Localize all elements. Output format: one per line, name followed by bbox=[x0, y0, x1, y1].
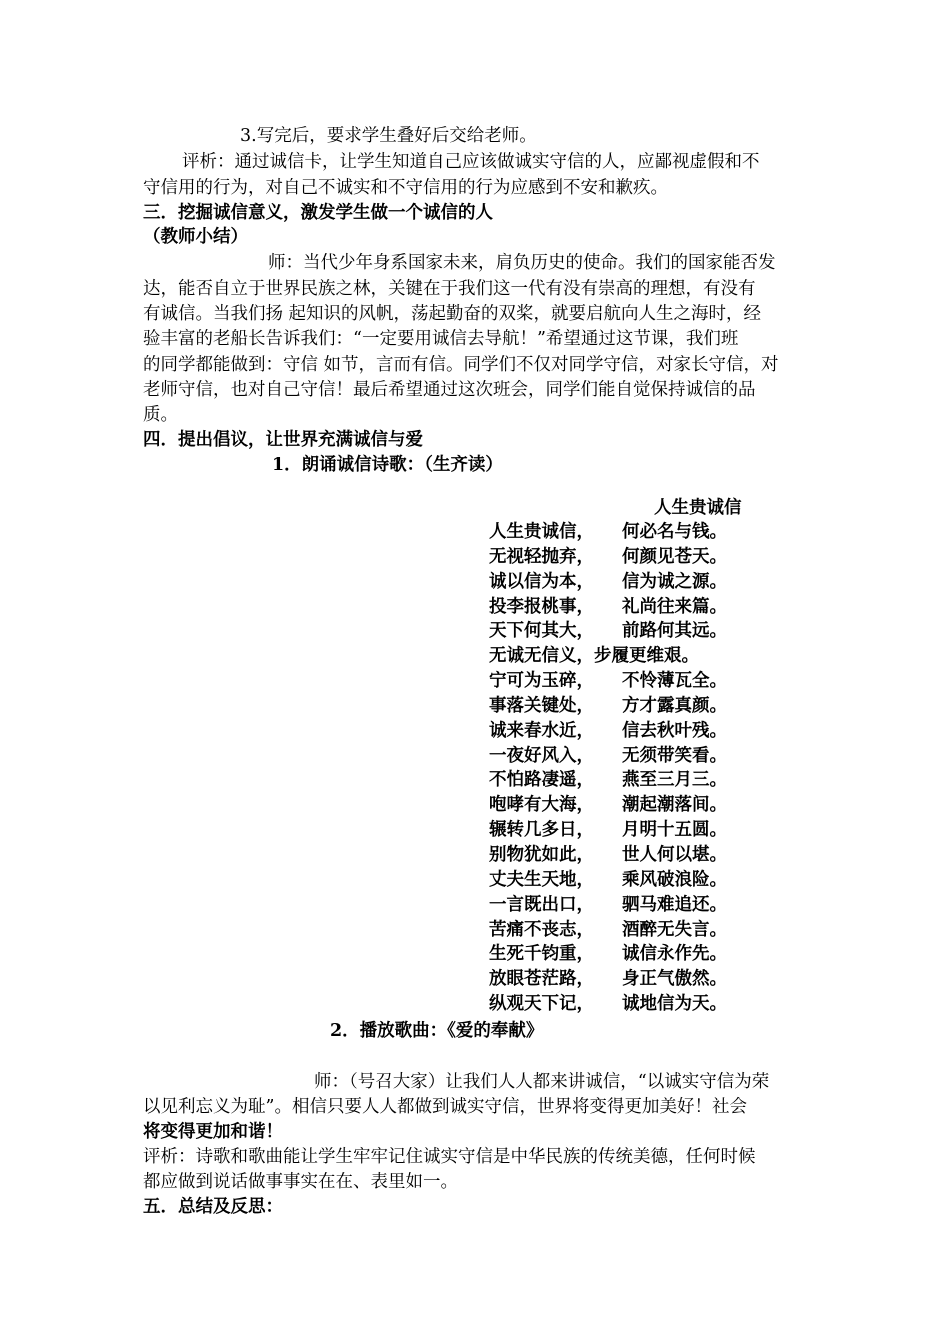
poem-line-second-half: 信去秋叶残。 bbox=[622, 720, 727, 741]
poem-line-first-half: 别物犹如此， bbox=[489, 844, 594, 865]
analysis-2-line-1: 评析：诗歌和歌曲能让学生牢牢记住诚实守信是中华民族的传统美德，任何时候 bbox=[143, 1147, 756, 1167]
section-5-heading: 五．总结及反思： bbox=[143, 1197, 283, 1217]
poem-line-first-half: 无视轻抛弃， bbox=[489, 546, 594, 567]
teacher-speech-line-4: 验丰富的老船长告诉我们：“一定要用诚信去导航！”希望通过这节课，我们班 bbox=[143, 329, 739, 349]
song-item: 2．播放歌曲：《爱的奉献》 bbox=[330, 1021, 544, 1041]
step-3-text: 3.写完后，要求学生叠好后交给老师。 bbox=[240, 126, 537, 146]
poem-line-first-half: 纵观天下记， bbox=[489, 994, 594, 1015]
poem-line-second-half: 信为诚之源。 bbox=[622, 571, 727, 592]
poem-line-first-half: 一夜好风入， bbox=[489, 745, 594, 766]
poem-line-second-half: 无须带笑看。 bbox=[622, 745, 727, 766]
poem-line-first-half: 咆哮有大海， bbox=[489, 795, 594, 816]
poem-line-first-half: 事落关键处， bbox=[489, 695, 594, 716]
poem-line-first-half: 丈夫生天地， bbox=[489, 869, 594, 890]
poem-line-second-half: 礼尚往来篇。 bbox=[622, 596, 727, 617]
poem-line-second-half: 月明十五圆。 bbox=[622, 820, 727, 841]
poem-line-second-half: 何颜见苍天。 bbox=[622, 546, 727, 567]
poem-line-first-half: 宁可为玉碎， bbox=[489, 671, 594, 692]
poem-line-first-half: 不怕路凄遥， bbox=[489, 770, 594, 791]
analysis-1-line-1: 评析：通过诚信卡，让学生知道自己应该做诚实守信的人，应鄙视虚假和不 bbox=[182, 152, 760, 172]
poem-line-first-half: 天下何其大， bbox=[489, 621, 594, 642]
poem-line-second-half: 燕至三月三。 bbox=[622, 770, 727, 791]
analysis-1-line-2: 守信用的行为，对自己不诚实和不守信用的行为应感到不安和歉疚。 bbox=[143, 178, 668, 198]
poem-line-second-half: 乘风破浪险。 bbox=[622, 869, 727, 890]
section-3-heading: 三．挖掘诚信意义，激发学生做一个诚信的人 bbox=[143, 203, 493, 223]
poem-line-first-half: 诚以信为本， bbox=[489, 571, 594, 592]
poem-line-first-half: 投李报桃事， bbox=[489, 596, 594, 617]
poem-line-second-half: 诚信永作先。 bbox=[622, 944, 727, 965]
teacher-call-line-3: 将变得更加和谐！ bbox=[143, 1122, 283, 1142]
poem-line-second-half: 酒醉无失言。 bbox=[622, 919, 727, 940]
teacher-speech-line-3: 有诚信。当我们扬 起知识的风帆，荡起勤奋的双桨，就要启航向人生之海时，经 bbox=[143, 304, 762, 324]
section-4-heading: 四．提出倡议，让世界充满诚信与爱 bbox=[143, 430, 423, 450]
poem-line-second-half: 诚地信为天。 bbox=[622, 994, 727, 1015]
poem-line-first-half: 生死千钧重， bbox=[489, 944, 594, 965]
poem-line-second-half: 前路何其远。 bbox=[622, 621, 727, 642]
poem-title: 人生贵诚信 bbox=[654, 498, 742, 518]
poem-line-second-half: 何必名与钱。 bbox=[622, 522, 727, 542]
poem-line-first-half: 苦痛不丧志， bbox=[489, 919, 594, 940]
poem-line-first-half: 人生贵诚信， bbox=[489, 522, 594, 542]
teacher-speech-line-5: 的同学都能做到：守信 如节，言而有信。同学们不仅对同学守信，对家长守信，对 bbox=[143, 355, 779, 375]
analysis-2-line-2: 都应做到说话做事事实在在、表里如一。 bbox=[143, 1172, 458, 1192]
teacher-speech-line-1: 师：当代少年身系国家未来，肩负历史的使命。我们的国家能否发 bbox=[268, 253, 776, 273]
poem-recital-item: 1．朗诵诚信诗歌：（生齐读） bbox=[272, 455, 503, 475]
teacher-summary-label: （教师小结） bbox=[143, 227, 248, 247]
teacher-call-line-2: 以见利忘义为耻”。相信只要人人都做到诚实守信，世界将变得更加美好！社会 bbox=[143, 1097, 747, 1117]
poem-line-first-half: 辗转几多日， bbox=[489, 820, 594, 841]
teacher-speech-line-2: 达，能否自立于世界民族之林，关键在于我们这一代有没有崇高的理想，有没有 bbox=[143, 279, 756, 299]
teacher-speech-line-7: 质。 bbox=[143, 405, 178, 425]
teacher-call-line-1: 师：（号召大家）让我们人人都来讲诚信，“以诚实守信为荣 bbox=[314, 1072, 770, 1092]
poem-line-second-half: 身正气傲然。 bbox=[622, 969, 727, 990]
poem-line-first-half: 无诚无信义，步履更维艰。 bbox=[489, 646, 699, 667]
poem-line-first-half: 放眼苍茫路， bbox=[489, 969, 594, 990]
poem-line-second-half: 不怜薄瓦全。 bbox=[622, 671, 727, 692]
poem-line-first-half: 一言既出口， bbox=[489, 894, 594, 915]
poem-line-second-half: 潮起潮落间。 bbox=[622, 795, 727, 816]
teacher-speech-line-6: 老师守信，也对自己守信！最后希望通过这次班会，同学们能自觉保持诚信的品 bbox=[143, 380, 756, 400]
poem-line-second-half: 方才露真颜。 bbox=[622, 695, 727, 716]
poem-line-second-half: 世人何以堪。 bbox=[622, 844, 727, 865]
poem-line-second-half: 驷马难追还。 bbox=[622, 894, 727, 915]
poem-line-first-half: 诚来春水近， bbox=[489, 720, 594, 741]
